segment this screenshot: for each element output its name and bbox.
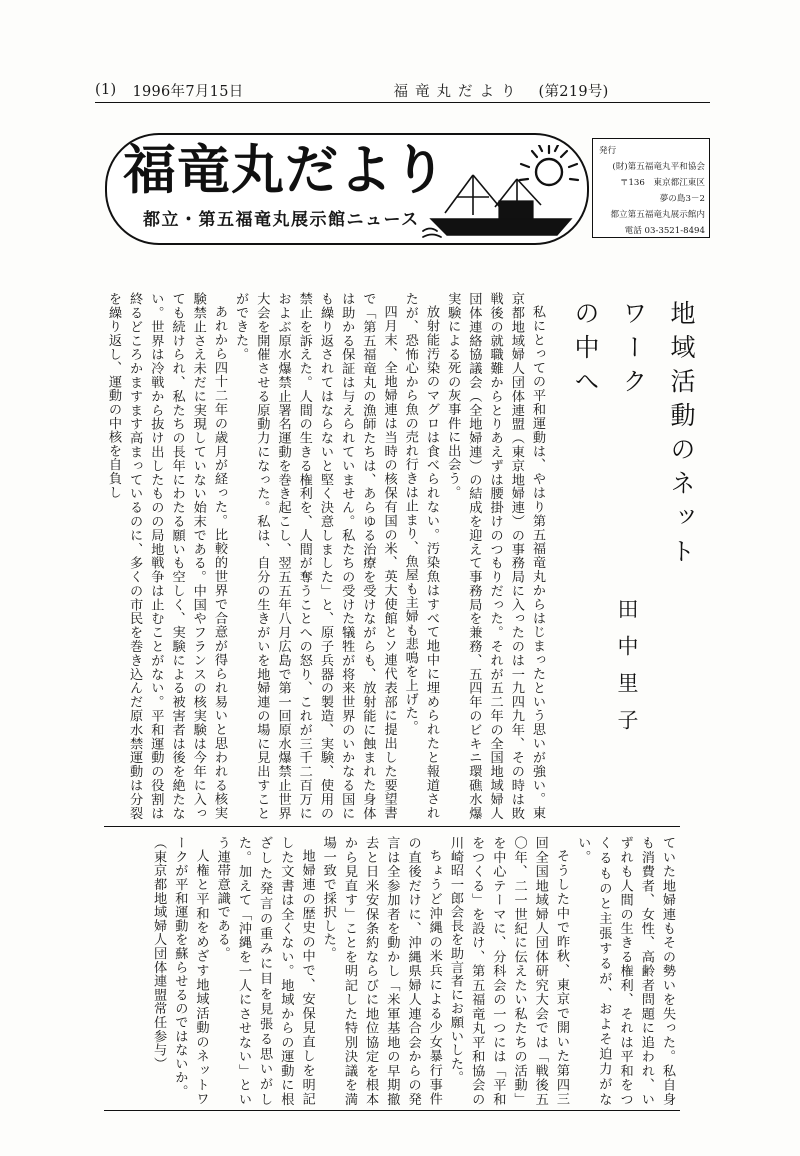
paragraph: そうした中で昨秋、東京で開いた第四三回全国地域婦人団体研究大会では「戦後五〇年、二一世紀に伝えたい私たちの活動」を中心テーマに、分科会の一つには「平和をつくる」を設け、第五福竜丸平和協会の川崎昭一郎会長を助言者にお願いした。	[447, 836, 569, 1106]
fishing-boat-sun-icon	[421, 145, 581, 241]
masthead-subtitle: 都立・第五福竜丸展示館ニュース	[143, 210, 420, 230]
paragraph: 放射能汚染のマグロは食べられない。汚染魚はすべて地中に埋められたと報道されたが、恐怖心から魚の売れ行きは止まり、魚屋も主婦も悲鳴を上げた。	[402, 292, 439, 820]
article-headline	[561, 300, 705, 600]
paragraph: 四月末、全地婦連は当時の核保有国の米、英大使館とソ連代表部に提出した要望書で「第五福竜丸の漁師たちは、あらゆる治療を受けながらも、放射能に蝕まれた身体は助かる保証は与えられていません。私たちの受けた犠牲が将来世界のいかなる国にも繰り返されてはならないと堅く決意しました」と、原子兵器の製造、実験、使用の禁止を訴えた。人間の生きる権利を、人間が奪うことへの怒り、これが三千二百万におよぶ原水爆禁止署名運動を巻き起こし、翌五五年八月広島で第一回原水爆禁止世界大会を開催させる原動力になった。私は、自分の生きがいを地婦連の場に見出すことができた。	[233, 292, 397, 820]
masthead-title: 福竜丸だより	[123, 139, 447, 201]
article-byline: 田中里子	[615, 598, 639, 746]
paragraph: ちょうど沖縄の米兵による少女暴行事件の直後だけに、沖縄県婦人連合会からの発言は全参加者を動かし「米軍基地の早期撤去と日米安保条約ならびに地位協定を根本から見直す」ことを明記した特別決議を満場一致で採択した。	[320, 836, 442, 1106]
publisher-venue: 都立第五福竜丸展示館内	[610, 210, 705, 220]
paragraph: あれから四十二年の歳月が経った。比較的世界で合意が得られ易いと思われる核実験禁止さえ未だに実現していない始末である。中国やフランスの核実験は今年に入っても続けられ、私たちの長年にわたる願いも空しく、実験による被害者は後を絶たない。世界は冷戦から抜け出したものの局地戦争は止むことがない。平和運動の役割は終るどころかますます高まっているのに、多くの市民を巻き込んだ原水禁運動は分裂を繰り返し、運動の中核を自負し	[105, 292, 227, 820]
article-body-bottom	[108, 836, 678, 1106]
masthead	[105, 133, 589, 245]
publisher-phone: 電話 03-3521-8494	[624, 226, 705, 236]
article-body-top	[105, 292, 548, 820]
running-head-title: 福竜丸だより	[393, 83, 523, 100]
paragraph: 私にとっての平和運動は、やはり第五福竜丸からはじまったという思いが強い。東京都地域婦人団体連盟（東京地婦連）の事務局に入ったのは一九四九年、その時は敗戦後の就職難からとりあえずは腰掛けのつもりだった。それが五二年の全国地域婦人団体連絡協議会（全地婦連）の結成を迎えて事務局を兼務、五四年のビキニ環礁水爆実験による死の灰事件に出会う。	[445, 292, 545, 820]
publisher-info-box	[592, 138, 710, 238]
publisher-address-line2: 夢の島3－2	[659, 194, 705, 204]
issue-number: (第219号)	[538, 83, 609, 100]
paragraph: ていた地婦連もその勢いを失った。私自身も消費者、女性、高齢者問題に追われ、いずれも人間の生きる権利、それは平和をつくるものと主張するが、およそ迫力がない。	[575, 836, 675, 1106]
issue-date: 1996年7月15日	[132, 83, 244, 100]
publisher-postal-address: 〒136 東京都江東区	[619, 178, 705, 188]
headline-line-1: 地域活動のネットワーク	[619, 300, 696, 572]
page-number: (1)	[95, 82, 117, 98]
paragraph: 人権と平和をめざす地域活動のネットワークが平和運動を蘇らせるのではないか。	[172, 836, 209, 1106]
footer-rule	[104, 1110, 680, 1111]
author-affiliation: （東京都地域婦人団体連盟常任参与）	[151, 836, 167, 1071]
paragraph: 地婦連の歴史の中で、安保見直しを明記した文書は全くない。地域からの運動に根ざした発言の重みに目を見張る思いがした。加えて「沖縄を一人にさせない」という連帯意識である。	[214, 836, 315, 1106]
publisher-org: (財)第五福竜丸平和協会	[612, 162, 705, 172]
headline-line-2: の中へ	[571, 300, 600, 402]
running-head	[95, 78, 710, 102]
publisher-label: 発行	[599, 146, 617, 156]
header-rule	[95, 102, 710, 103]
section-rule	[104, 826, 680, 827]
